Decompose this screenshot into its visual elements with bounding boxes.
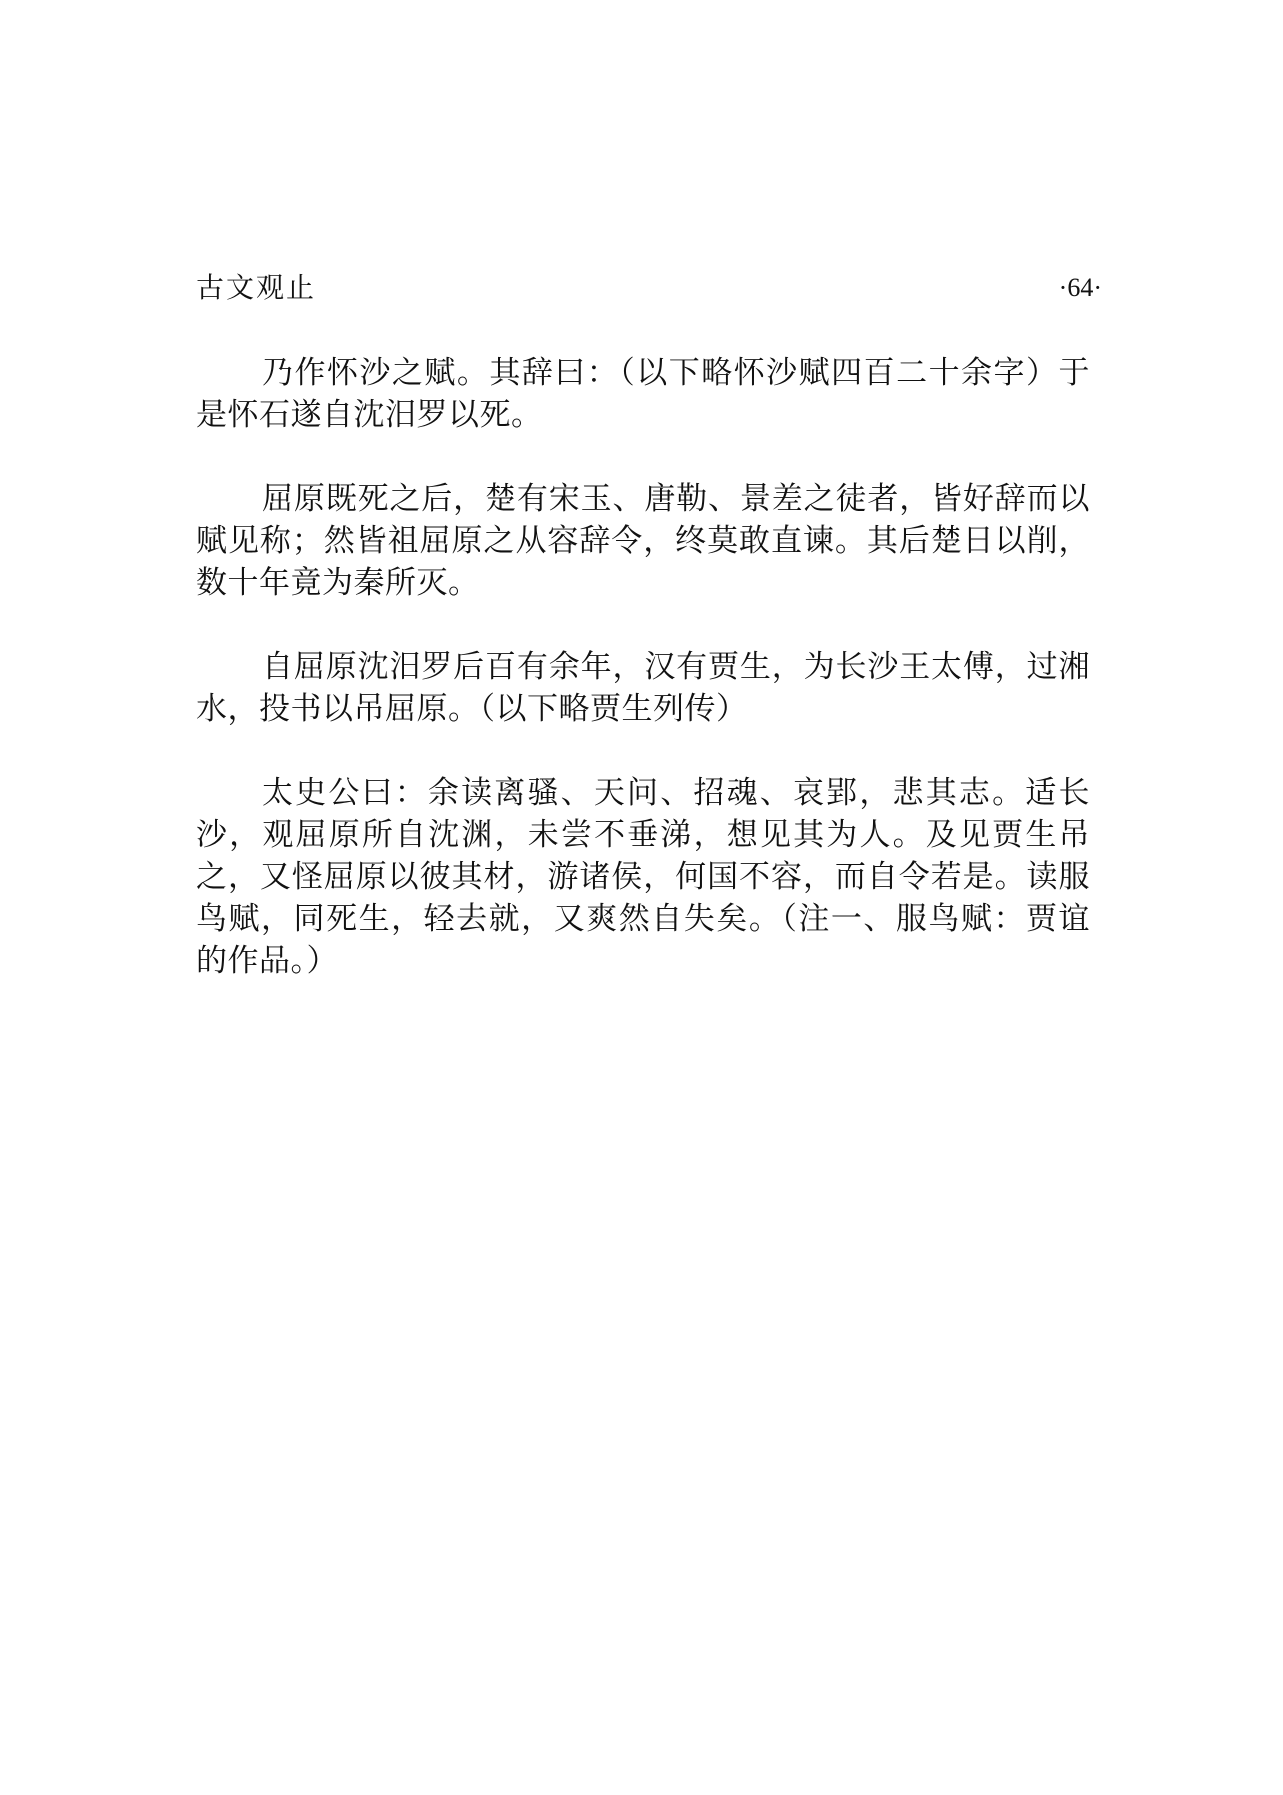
book-title: 古文观止 xyxy=(196,271,317,304)
page-header xyxy=(196,268,1102,308)
page-number: ·64· xyxy=(1058,273,1102,302)
body-text xyxy=(196,352,1090,1024)
paragraph-3: 自屈原沈汨罗后百有余年，汉有贾生，为长沙王太傅，过湘水，投书以吊屈原。（以下略贾生列传） xyxy=(196,649,1090,727)
paragraph-2: 屈原既死之后，楚有宋玉、唐勒、景差之徒者，皆好辞而以赋见称；然皆祖屈原之从容辞令，终莫敢直谏。其后楚日以削，数十年竟为秦所灭。 xyxy=(196,481,1090,601)
paragraph-1: 乃作怀沙之赋。其辞曰：（以下略怀沙赋四百二十余字）于是怀石遂自沈汨罗以死。 xyxy=(196,355,1090,433)
paragraph-4: 太史公曰：余读离骚、天问、招魂、哀郢，悲其志。适长沙，观屈原所自沈渊，未尝不垂涕，想见其为人。及见贾生吊之，又怪屈原以彼其材，游诸侯，何国不容，而自令若是。读服鸟赋，同死生，轻去就，又爽然自失矣。（注一、服鸟赋：贾谊的作品。） xyxy=(196,775,1090,979)
